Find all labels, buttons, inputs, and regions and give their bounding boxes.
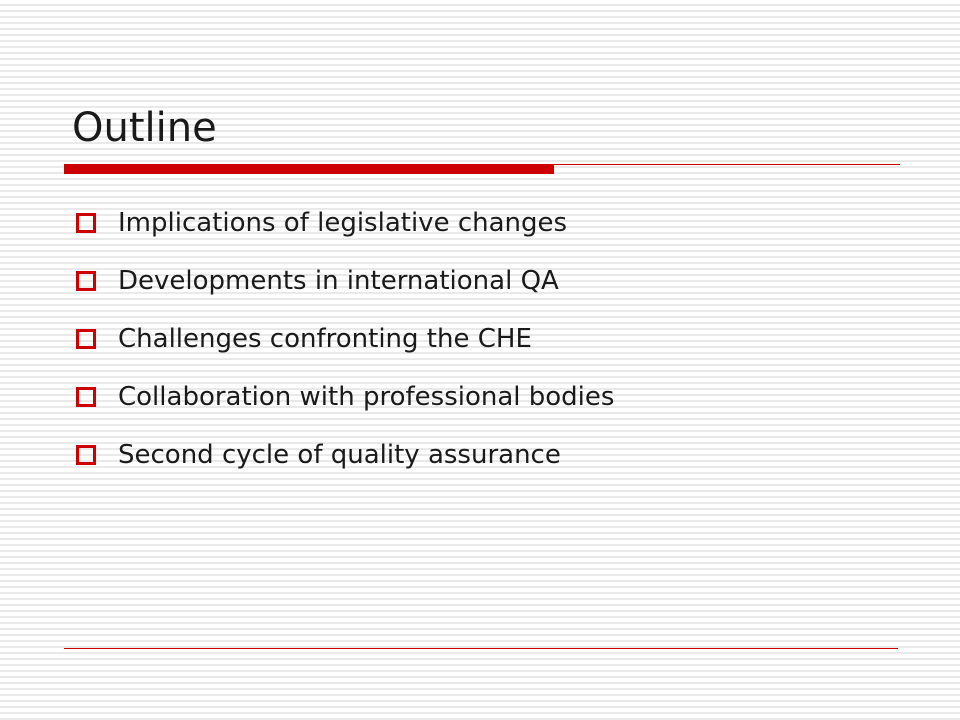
bullet-item — [76, 368, 614, 426]
hollow-square-icon — [76, 445, 96, 465]
bullet-item — [76, 252, 614, 310]
bullet-text: Second cycle of quality assurance — [118, 440, 561, 470]
bullet-item — [76, 310, 614, 368]
title-underline-thick — [64, 164, 554, 174]
bullet-text: Collaboration with professional bodies — [118, 382, 615, 412]
hollow-square-icon — [76, 271, 96, 291]
hollow-square-icon — [76, 213, 96, 233]
hollow-square-icon — [76, 387, 96, 407]
bullet-item — [76, 194, 614, 252]
slide-title: Outline — [72, 105, 217, 151]
bullet-text: Developments in international QA — [118, 266, 559, 296]
bullet-list — [76, 194, 614, 484]
title-underline-thin — [554, 164, 900, 165]
bullet-text: Challenges confronting the CHE — [118, 324, 532, 354]
bullet-item — [76, 426, 614, 484]
hollow-square-icon — [76, 329, 96, 349]
footer-rule — [64, 648, 898, 649]
bullet-text: Implications of legislative changes — [118, 208, 568, 238]
